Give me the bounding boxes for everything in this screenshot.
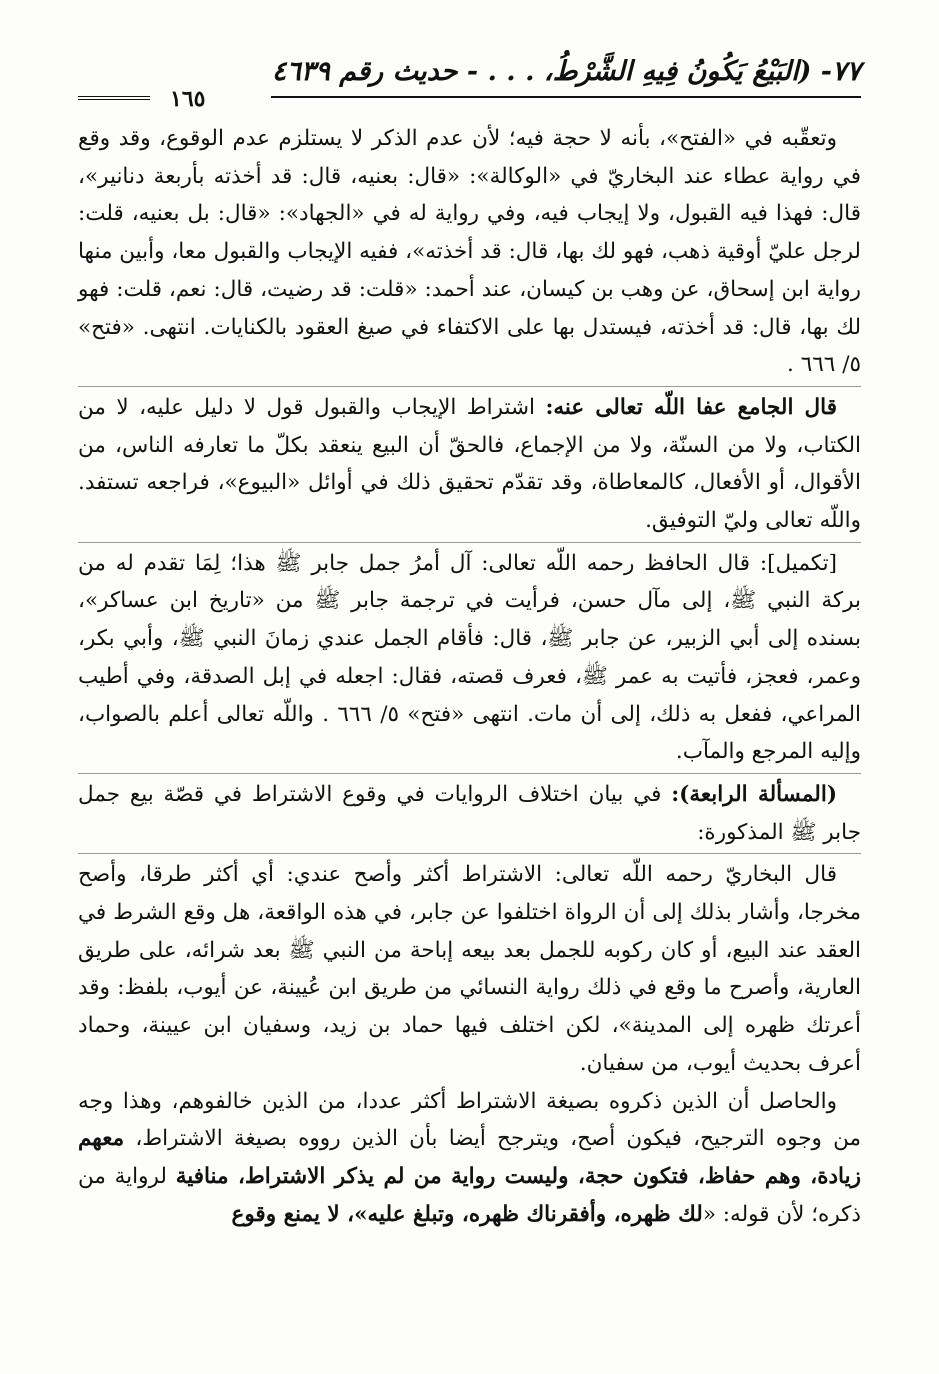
paragraph-2-text: اشتراط الإيجاب والقبول قول لا دليل عليه، لا من الكتاب، ولا من السنّة، ولا من الإجماع، فالحقّ أن البيع ينعقد بكلّ ما تعارفه الناس، من الأقوال، أو الأفعال، كالمعاطاة، وقد تقدّم تحقيق ذلك في أوائل «البيوع»، فراجعه تستفد. واللّه تعالى وليّ التوفيق. (78, 394, 861, 534)
page-header (78, 52, 861, 112)
paragraph-2-lead: قال الجامع عفا اللّه تعالى عنه: (545, 394, 837, 420)
paragraph-1: وتعقّبه في «الفتح»، بأنه لا حجة فيه؛ لأن عدم الذكر لا يستلزم عدم الوقوع، وقد وقع في رواية عطاء عند البخاريّ في «الوكالة»: «قال: بعنيه، قال: قد أخذته بأربعة دنانير»، قال: فهذا فيه القبول، ولا إيجاب فيه، وفي رواية له في «الجهاد»: «قال: بل بعنيه، قلت: لرجل عليّ أوقية ذهب، فهو لك بها، قال: قد أخذته»، ففيه الإيجاب والقبول معا، وأبين منها رواية ابن إسحاق، عن وهب بن كيسان، عند أحمد: «قلت: قد رضيت، قال: نعم، قلت: فهو لك بها، قال: قد أخذته، فيستدل بها على الاكتفاء في صيغ العقود بالكنايات. انتهى. «فتح» ٥/ ٦٦٦ . (78, 126, 861, 378)
paragraph-separator (78, 386, 861, 387)
paragraph-separator (78, 853, 861, 854)
page-body (78, 120, 861, 1233)
paragraph-2 (78, 389, 861, 540)
paragraph-3: [تكميل]: قال الحافظ رحمه اللّه تعالى: آل أمرُ جمل جابر ﷺ هذا؛ لِمَا تقدم له من بركة النبي ﷺ، إلى مآل حسن، فرأيت في ترجمة جابر ﷺ من «تاريخ ابن عساكر»، بسنده إلى أبي الزبير، عن جابر ﷺ، قال: فأقام الجمل عندي زمانَ النبي ﷺ، وأبي بكر، وعمر، فعجز، فأتيت به عمر ﷺ، فعرف قصته، فقال: اجعله في إبل الصدقة، وفي أطيب المراعي، ففعل به ذلك، إلى أن مات. انتهى «فتح» ٥/ ٦٦٦ . واللّه تعالى أعلم بالصواب، وإليه المرجع والمآب. (78, 550, 861, 765)
paragraph-6 (78, 1083, 861, 1234)
paragraph-6-emphasis-2: لك ظهره، وأفقرناك ظهره، وتبلغ عليه»، لا يمنع وقوع (231, 1201, 703, 1227)
paragraph-5: قال البخاريّ رحمه اللّه تعالى: الاشتراط أكثر وأصح عندي: أي أكثر طرقا، وأصح مخرجا، وأشار بذلك إلى أن الرواة اختلفوا عن جابر، في هذه الواقعة، هل وقع الشرط في العقد عند البيع، أو كان ركوبه للجمل بعد بيعه إباحة من النبي ﷺ بعد شرائه، على طريق العارية، وأصرح ما وقع في ذلك رواية النسائي من طريق ابن عُيينة، عن أيوب، بلفظ: وقد أعرتك ظهره إلى المدينة»، لكن اختلف فيها حماد بن زيد، وسفيان ابن عيينة، وحماد أعرف بحديث أيوب، من سفيان. (78, 862, 861, 1076)
paragraph-6-emphasis: معهم زيادة، وهم حفاظ، فتكون حجة، وليست رواية من لم يذكر الاشتراط، منافية (78, 1126, 861, 1189)
header-rule (271, 96, 861, 98)
page-number: ١٦٥ (170, 86, 206, 112)
paragraph-4 (78, 776, 861, 851)
running-title: ٧٧- (البَيْعُ يَكُونُ فِيهِ الشَّرْطُ، . . . - حديث رقم ٤٦٣٩ (271, 56, 861, 87)
paragraph-6-tail: لرواية من ذكره؛ لأن قوله: « (78, 1163, 861, 1227)
paragraph-separator (78, 773, 861, 774)
paragraph-separator (78, 542, 861, 543)
paragraph-6-text: والحاصل أن الذين ذكروه بصيغة الاشتراط أكثر عددا، من الذين خالفوهم، وهذا وجه من وجوه الترجيح، فيكون أصح، ويترجح أيضا بأن الذين رووه بصيغة الاشتراط، (78, 1088, 861, 1152)
paragraph-4-text: في بيان اختلاف الروايات في وقوع الاشتراط في قصّة بيع جمل جابر ﷺ المذكورة: (78, 781, 861, 845)
header-rule-double (78, 96, 150, 104)
paragraph-4-lead: (المسألة الرابعة): (671, 781, 837, 807)
